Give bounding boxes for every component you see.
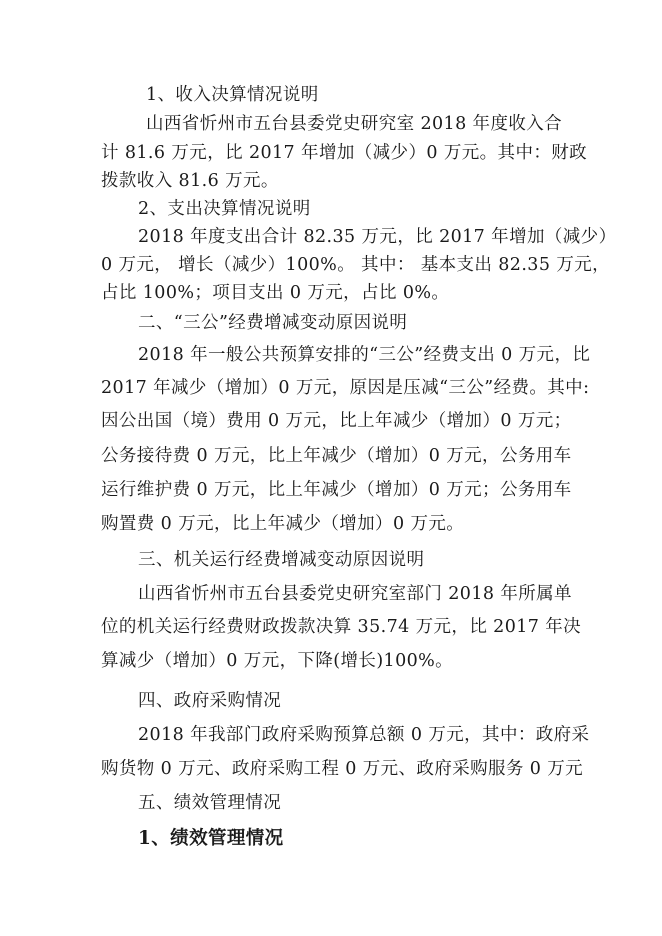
section-heading-three-public: 二、“三公”经费增减变动原因说明 xyxy=(138,313,408,333)
paragraph-line: 计 81.6 万元，比 2017 年增加（减少）0 万元。其中：财政 xyxy=(101,143,588,163)
paragraph-line: 2018 年一般公共预算安排的“三公”经费支出 0 万元，比 xyxy=(138,345,591,365)
paragraph-line: 0 万元， 增长（减少）100%。 其中： 基本支出 82.35 万元， xyxy=(101,255,611,275)
paragraph-line: 山西省忻州市五台县委党史研究室 2018 年度收入合 xyxy=(146,114,563,134)
subheading-performance-management: 1、绩效管理情况 xyxy=(138,828,284,849)
paragraph-line: 购置费 0 万元，比上年减少（增加）0 万元。 xyxy=(101,514,465,534)
paragraph-line: 2018 年度支出合计 82.35 万元，比 2017 年增加（减少） xyxy=(138,227,617,247)
paragraph-line: 运行维护费 0 万元，比上年减少（增加）0 万元；公务用车 xyxy=(101,480,572,500)
paragraph-line: 购货物 0 万元、政府采购工程 0 万元、政府采购服务 0 万元 xyxy=(101,759,584,779)
paragraph-line: 算减少（增加）0 万元，下降(增长)100%。 xyxy=(101,651,454,671)
paragraph-line: 2018 年我部门政府采购预算总额 0 万元，其中：政府采 xyxy=(138,725,590,745)
paragraph-line: 山西省忻州市五台县委党史研究室部门 2018 年所属单 xyxy=(138,584,572,604)
paragraph-line: 公务接待费 0 万元，比上年减少（增加）0 万元，公务用车 xyxy=(101,446,572,466)
paragraph-line: 占比 100%；项目支出 0 万元，占比 0%。 xyxy=(101,283,450,303)
paragraph-line: 拨款收入 81.6 万元。 xyxy=(101,171,279,191)
paragraph-line: 位的机关运行经费财政拨款决算 35.74 万元，比 2017 年决 xyxy=(101,617,582,637)
section-heading-operating-costs: 三、机关运行经费增减变动原因说明 xyxy=(138,550,425,570)
section-heading-expense: 2、支出决算情况说明 xyxy=(138,199,311,219)
section-heading-performance: 五、绩效管理情况 xyxy=(138,793,282,813)
section-heading-procurement: 四、政府采购情况 xyxy=(138,691,282,711)
paragraph-line: 2017 年减少（增加）0 万元，原因是压减“三公”经费。其中: xyxy=(101,378,590,398)
paragraph-line: 因公出国（境）费用 0 万元，比上年减少（增加）0 万元； xyxy=(101,411,572,431)
section-heading-income: 1、收入决算情况说明 xyxy=(146,85,319,105)
